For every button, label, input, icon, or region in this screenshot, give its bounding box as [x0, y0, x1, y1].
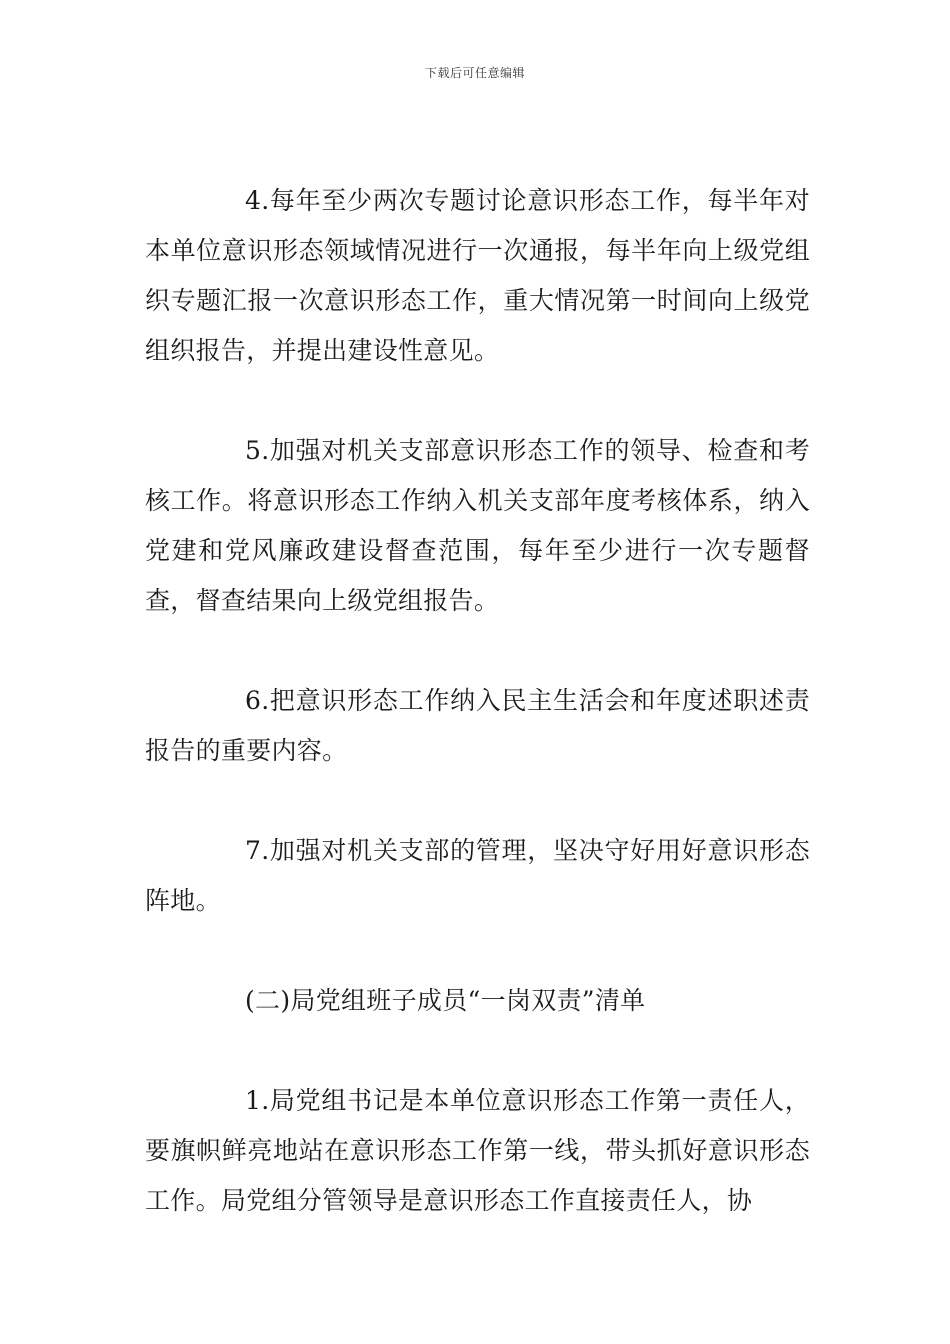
paragraph-item-5: 5.加强对机关支部意识形态工作的领导、检查和考核工作。将意识形态工作纳入机关支部年度考核体系，纳入党建和党风廉政建设督查范围，每年至少进行一次专题督查，督查结果向上级党组报告。: [145, 436, 810, 615]
page-header: 下载后可任意编辑: [424, 66, 525, 80]
section-heading: (二)局党组班子成员“一岗双责”清单: [245, 986, 646, 1015]
paragraph-item-7: 7.加强对机关支部的管理，坚决守好用好意识形态阵地。: [145, 836, 810, 915]
paragraph-item-4: 4.每年至少两次专题讨论意识形态工作，每半年对本单位意识形态领域情况进行一次通报，每半年向上级党组织专题汇报一次意识形态工作，重大情况第一时间向上级党组织报告，并提出建设性意见。: [145, 186, 810, 365]
paragraph-item-6: 6.把意识形态工作纳入民主生活会和年度述职述责报告的重要内容。: [145, 686, 810, 765]
document-body: [145, 176, 810, 1276]
paragraph-item-1: 1.局党组书记是本单位意识形态工作第一责任人，要旗帜鲜亮地站在意识形态工作第一线，带头抓好意识形态工作。局党组分管领导是意识形态工作直接责任人，协: [145, 1086, 810, 1215]
